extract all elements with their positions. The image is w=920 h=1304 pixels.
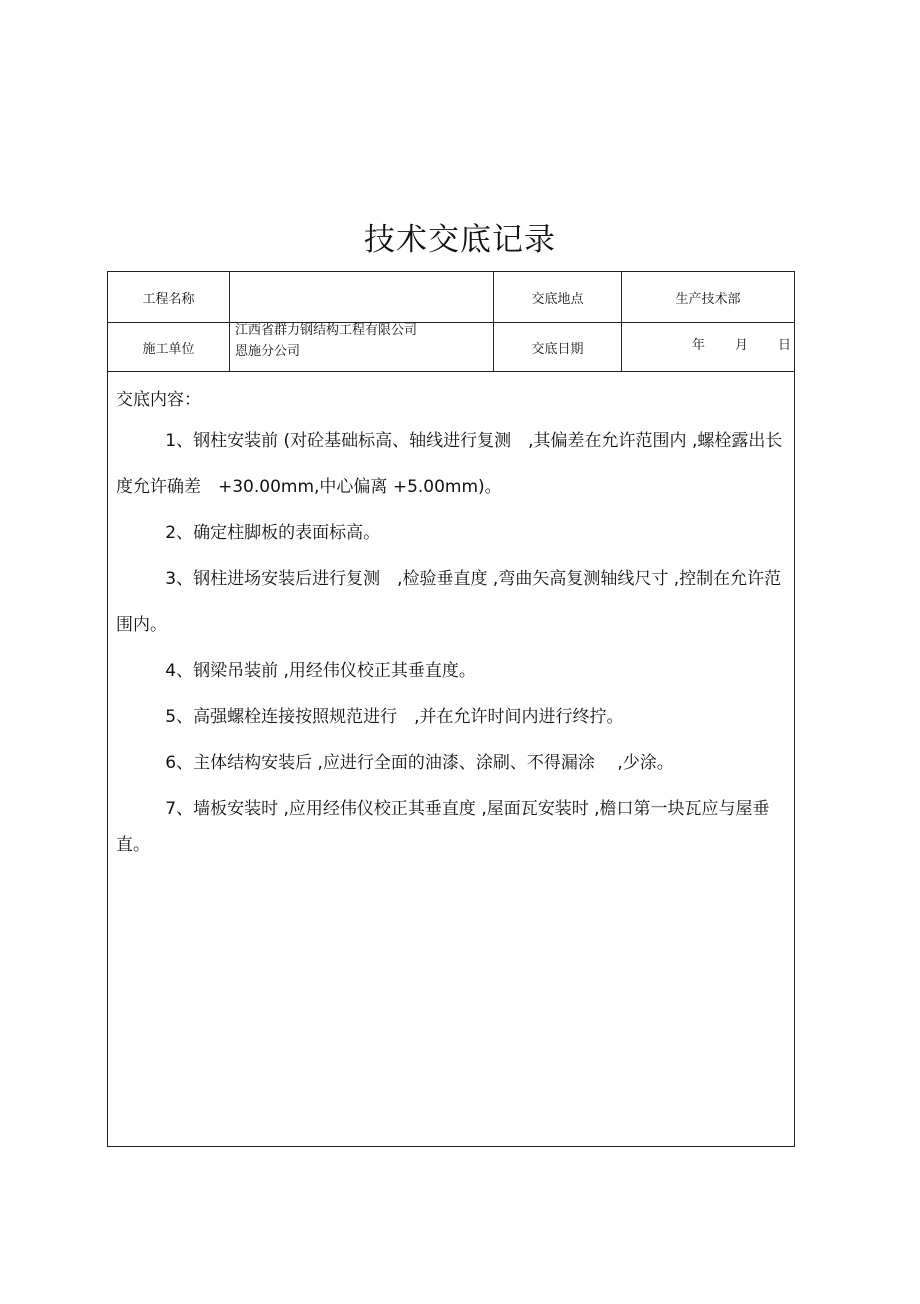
unit-value-line1: 江西省群力钢结构工程有限公司 [235, 323, 418, 338]
location-label: 交底地点 [531, 291, 584, 307]
location-value: 生产技术部 [675, 291, 741, 307]
content-items [116, 418, 792, 863]
document-title: 技术交底记录 [364, 222, 556, 258]
date-day-label: 日 [778, 338, 792, 353]
project-name-label: 工程名称 [142, 291, 195, 307]
unit-value [235, 320, 417, 362]
date-value [692, 334, 791, 353]
date-month-label: 月 [735, 338, 749, 353]
content-item-3: 3、钢柱进场安装后进行复测 ,检验垂直度 ,弯曲矢高复测轴线尺寸 ,控制在允许范围内。 [116, 569, 782, 635]
content-item-1: 1、钢柱安装前 (对砼基础标高、轴线进行复测 ,其偏差在允许范围内 ,螺栓露出长度允许确差 +30.00mm,中心偏离 +5.00mm)。 [116, 431, 783, 497]
content-item-6: 6、主体结构安装后 ,应进行全面的油漆、涂刷、不得漏涂 ,少涂。 [165, 753, 674, 773]
content-item-7: 7、墙板安装时 ,应用经伟仪校正其垂直度 ,屋面瓦安装时 ,檐口第一块瓦应与屋垂直。 [116, 799, 770, 855]
content-item-4: 4、钢梁吊装前 ,用经伟仪校正其垂直度。 [165, 661, 476, 681]
project-name-value [230, 272, 493, 322]
content-item-2: 2、确定柱脚板的表面标高。 [165, 523, 381, 543]
content-item-5: 5、高强螺栓连接按照规范进行 ,并在允许时间内进行终拧。 [165, 707, 624, 727]
content-label: 交底内容： [116, 390, 201, 410]
record-table [107, 271, 795, 1147]
row-divider [108, 371, 794, 372]
unit-value-line2: 恩施分公司 [235, 344, 301, 359]
date-label: 交底日期 [531, 341, 584, 357]
date-year-label: 年 [692, 338, 706, 353]
unit-label: 施工单位 [142, 341, 195, 357]
